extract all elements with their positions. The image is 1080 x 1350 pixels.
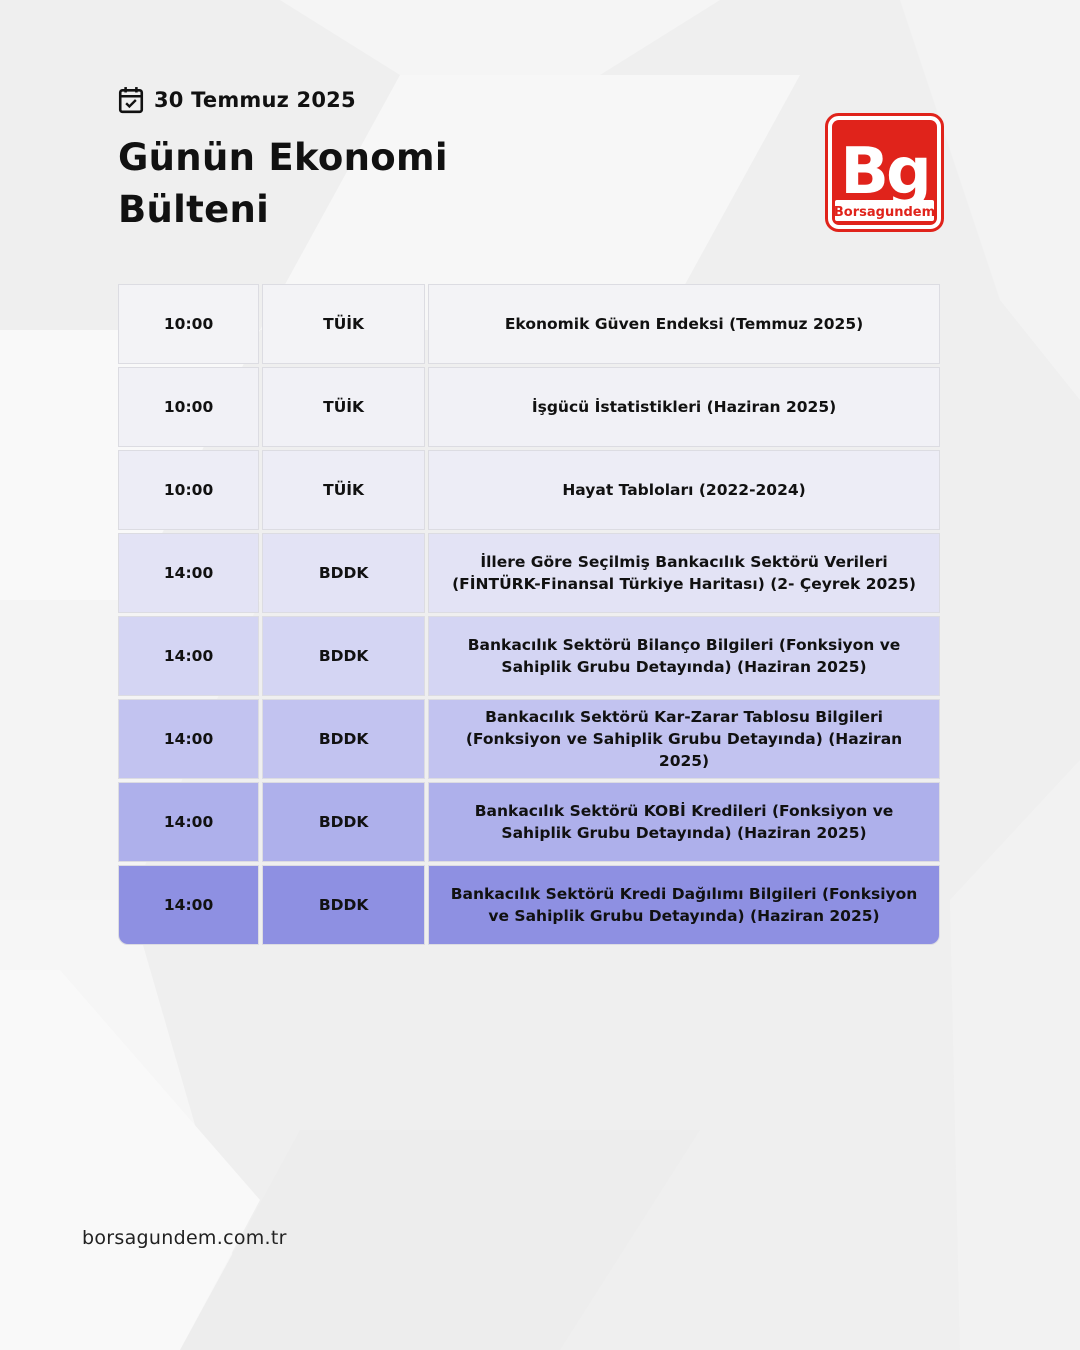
- page-title: [118, 132, 448, 236]
- time-cell: 14:00: [118, 699, 259, 779]
- table-row: [118, 782, 940, 862]
- table-row: [118, 284, 940, 364]
- page-title-line-1: Günün Ekonomi: [118, 136, 448, 179]
- time-cell: 14:00: [118, 865, 259, 945]
- table-row: [118, 533, 940, 613]
- source-cell: BDDK: [262, 699, 425, 779]
- logo-mark: Bg: [840, 135, 929, 209]
- time-cell: 14:00: [118, 616, 259, 696]
- page-title-line-2: Bülteni: [118, 188, 270, 231]
- table-row: [118, 367, 940, 447]
- economic-calendar-table: [115, 281, 943, 948]
- source-cell: BDDK: [262, 782, 425, 862]
- event-cell: Ekonomik Güven Endeksi (Temmuz 2025): [428, 284, 940, 364]
- source-cell: BDDK: [262, 616, 425, 696]
- table-row: [118, 865, 940, 945]
- source-cell: BDDK: [262, 865, 425, 945]
- event-cell: Bankacılık Sektörü KOBİ Kredileri (Fonksiyon ve Sahiplik Grubu Detayında) (Haziran 2025): [428, 782, 940, 862]
- source-cell: BDDK: [262, 533, 425, 613]
- calendar-check-icon: [118, 86, 144, 114]
- date-header: [118, 86, 356, 114]
- event-cell: Bankacılık Sektörü Kredi Dağılımı Bilgileri (Fonksiyon ve Sahiplik Grubu Detayında) (Haziran 2025): [428, 865, 940, 945]
- time-cell: 10:00: [118, 284, 259, 364]
- time-cell: 10:00: [118, 450, 259, 530]
- borsagundem-logo: [825, 113, 944, 232]
- event-cell: İllere Göre Seçilmiş Bankacılık Sektörü Verileri (FİNTÜRK-Finansal Türkiye Haritası) (2- Çeyrek 2025): [428, 533, 940, 613]
- source-cell: TÜİK: [262, 284, 425, 364]
- source-cell: TÜİK: [262, 450, 425, 530]
- event-cell: İşgücü İstatistikleri (Haziran 2025): [428, 367, 940, 447]
- website-link[interactable]: borsagundem.com.tr: [82, 1227, 287, 1249]
- date-label: 30 Temmuz 2025: [154, 88, 356, 112]
- logo-name: Borsagundem: [833, 205, 936, 220]
- time-cell: 14:00: [118, 782, 259, 862]
- event-cell: Bankacılık Sektörü Kar-Zarar Tablosu Bilgileri (Fonksiyon ve Sahiplik Grubu Detayında) (Haziran 2025): [428, 699, 940, 779]
- table-row: [118, 450, 940, 530]
- event-cell: Bankacılık Sektörü Bilanço Bilgileri (Fonksiyon ve Sahiplik Grubu Detayında) (Haziran 2025): [428, 616, 940, 696]
- table-row: [118, 616, 940, 696]
- event-cell: Hayat Tabloları (2022-2024): [428, 450, 940, 530]
- time-cell: 10:00: [118, 367, 259, 447]
- time-cell: 14:00: [118, 533, 259, 613]
- table-row: [118, 699, 940, 779]
- source-cell: TÜİK: [262, 367, 425, 447]
